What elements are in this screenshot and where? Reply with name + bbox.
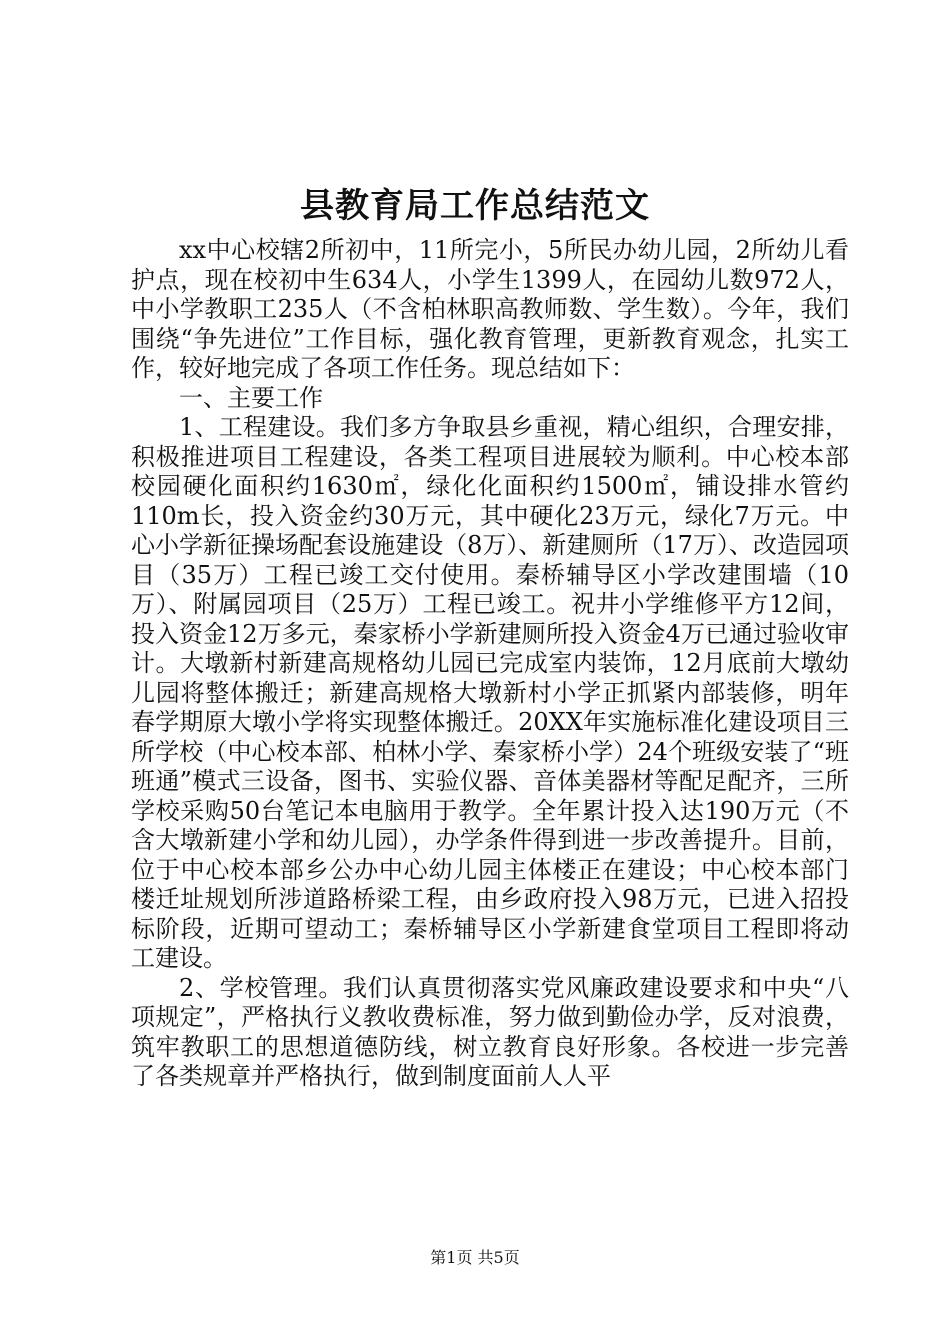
document-body <box>131 236 849 1092</box>
paragraph-intro: xx中心校辖2所初中，11所完小，5所民办幼儿园，2所幼儿看护点，现在校初中生634人，小学生1399人，在园幼儿数972人，中小学教职工235人（不含柏林职高教师数、学生数）。今年，我们围绕“争先进位”工作目标，强化教育管理，更新教育观念，扎实工作，较好地完成了各项工作任务。现总结如下： <box>131 236 849 382</box>
section-heading-main-work: 一、主要工作 <box>179 383 323 412</box>
document-title: 县教育局工作总结范文 <box>300 186 650 226</box>
paragraph-school-management: 2、学校管理。我们认真贯彻落实党风廉政建设要求和中央“八项规定”，严格执行义教收费标准，努力做到勤俭办学，反对浪费，筑牢教职工的思想道德防线，树立教育良好形象。各校进一步完善了各类规章并严格执行，做到制度面前人人平 <box>131 973 849 1090</box>
page-footer: 第1页 共5页 <box>430 1248 520 1267</box>
paragraph-engineering: 1、工程建设。我们多方争取县乡重视，精心组织，合理安排，积极推进项目工程建设，各类工程项目进展较为顺利。中心校本部校园硬化面积约1630㎡，绿化化面积约1500㎡，铺设排水管约110m长，投入资金约30万元，其中硬化23万元，绿化7万元。中心小学新征操场配套设施建设（8万）、新建厕所（17万）、改造园项目（35万）工程已竣工交付使用。秦桥辅导区小学改建围墙（10万）、附属园项目（25万）工程已竣工。祝井小学维修平方12间，投入资金12万多元，秦家桥小学新建厕所投入资金4万已通过验收审计。大墩新村新建高规格幼儿园已完成室内装饰，12月底前大墩幼儿园将整体搬迁；新建高规格大墩新村小学正抓紧内部装修，明年春学期原大墩小学将实现整体搬迁。20XX年实施标准化建设项目三所学校（中心校本部、柏林小学、秦家桥小学）24个班级安装了“班班通”模式三设备，图书、实验仪器、音体美器材等配足配齐，三所学校采购50台笔记本电脑用于教学。全年累计投入达190万元（不含大墩新建小学和幼儿园），办学条件得到进一步改善提升。目前，位于中心校本部乡公办中心幼儿园主体楼正在建设；中心校本部门楼迁址规划所涉道路桥梁工程，由乡政府投入98万元，已进入招投标阶段，近期可望动工；秦桥辅导区小学新建食堂项目工程即将动工建设。 <box>131 413 849 972</box>
